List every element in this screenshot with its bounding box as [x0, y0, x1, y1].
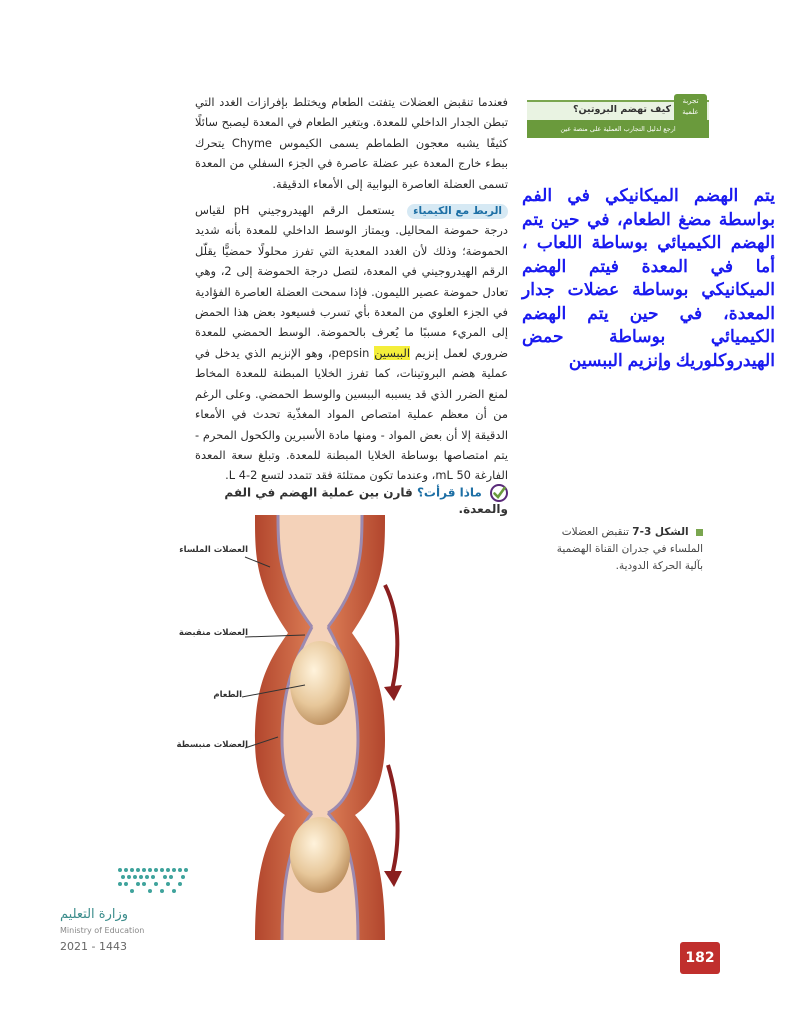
what-read-question: قارن بين عملية الهضم في الفم والمعدة.	[224, 485, 508, 516]
connect-chemistry-badge: الربط مع الكيمياء	[407, 204, 508, 219]
ministry-english-name: Ministry of Education	[60, 926, 145, 935]
caption-text: تنقبض العضلات الملساء في جدران القناة الهضمية بآلية الحركة الدودية.	[556, 526, 703, 572]
lab-tag: تجربة علمية	[674, 94, 707, 120]
lab-subtitle: ارجع لدليل التجارب العملية على منصة عين	[527, 120, 709, 138]
ministry-year: 2021 - 1443	[60, 940, 127, 953]
pepsin-highlight: الببسين	[374, 345, 410, 360]
food-bolus-lower	[290, 817, 350, 893]
movement-arrow-upper	[385, 585, 397, 690]
lab-title: كيف تهضم البروتين؟	[572, 104, 671, 115]
figure-number: الشكل 3-7	[632, 526, 689, 538]
main-text	[195, 92, 508, 486]
blue-answer-note: يتم الهضم الميكانيكي في الفم بواسطة مضغ الطعام، في حين يتم الهضم الكيميائي بوساطة اللعاب ، أما في المعدة فيتم الهضم الميكانيكي بوساطة عضلات جدار المعدة، في حين يتم الهضم الكيميائي بوساطة حمض الهيدروكلوريك وإنزيم الببسين	[522, 185, 775, 370]
food-bolus-upper	[290, 641, 350, 725]
ministry-logo	[60, 860, 210, 955]
page-number: 182	[680, 942, 720, 974]
label-relaxed-muscle: العضلات منبسطة	[176, 740, 248, 750]
what-read-line	[195, 484, 508, 516]
what-read-label: ماذا قرأت؟	[416, 485, 482, 500]
movement-arrow-lower	[388, 765, 398, 875]
paragraph-2-part-b: pepsin، وهو الإنزيم الذي يدخل في عملية هضم البروتينات، كما تفرز الخلايا المبطنة للمعدة المخاط لمنع الضرر الذي قد يسببه الببسين والوسط الحمضي. وعلى الرغم من أن معظم عملية امتصاص المواد المغذّية تحدث في الأمعاء الدقيقة إلا أن بعض المواد - ومنها مادة الأسبرين والكحول المحرم - يتم امتصاصها بوساطة الخلايا المبطنة للمعدة. وتبلغ سعة المعدة الفارغة 50 mL، وعندما تكون ممتلئة فقد تتمدد لتسع L 4-2.	[195, 345, 508, 483]
ministry-dots-icon	[70, 860, 210, 900]
paragraph-1: فعندما تنقبض العضلات يتفتت الطعام ويختلط بإفرازات الغدد التي تبطن الجدار الداخلي للمعدة. ويتغير الطعام في المعدة ليصبح سائلًا كثيفًا يشبه معجون الطماطم يسمى الكيموس Chyme يتحرك ببطء خارج المعدة عبر عضلة عاصرة في الجزء السفلي من المعدة تسمى العضلة العاصرة البوابية إلى الأمعاء الدقيقة.	[195, 95, 508, 191]
figure-caption	[545, 524, 703, 575]
caption-marker	[696, 529, 703, 536]
label-food: الطعام	[213, 690, 242, 700]
label-smooth-muscle: العضلات الملساء	[179, 545, 248, 555]
lab-box	[527, 94, 709, 146]
paragraph-2	[195, 200, 508, 486]
label-contracted-muscle: العضلات منقبضة	[178, 628, 248, 638]
check-circle-icon	[490, 484, 508, 502]
ministry-arabic-name: وزارة التعليم	[60, 907, 129, 922]
paragraph-2-part-a: يستعمل الرقم الهيدروجيني pH لقياس درجة حموضة المحاليل. ويمتاز الوسط الداخلي للمعدة بأنه شديد الحموضة؛ وذلك لأن الغدد المعدية التي تفرز محلولًا حمضيًّا يقلّل الرقم الهيدروجيني في المعدة، لتصل درجة الحموضة إلى 2، وهي تعادل حموضة عصير الليمون. فإذا سمحت العضلة العاصرة الفؤادية في الجزء العلوي من المعدة بأي تسرب فسيعود بعض هذا الحمض إلى المريء مسببًا ما يُعرف بالحموضة. الوسط الحمضي للمعدة ضروري لعمل إنزيم	[195, 203, 509, 360]
